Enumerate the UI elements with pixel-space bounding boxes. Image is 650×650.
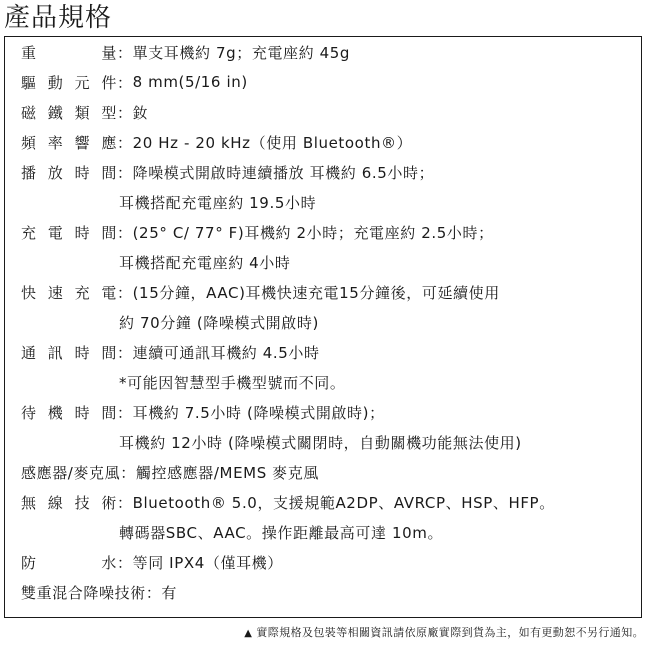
spec-colon: ： — [117, 163, 133, 182]
spec-row-continuation — [21, 427, 641, 457]
spec-label: 重 量 — [21, 43, 117, 62]
spec-colon: ： — [145, 583, 162, 602]
spec-label: 無線技術 — [21, 493, 117, 512]
spec-label: 防 水 — [21, 553, 117, 572]
spec-value: 降噪模式開啟時連續播放 耳機約 6.5小時； — [132, 163, 435, 182]
spec-label: 頻率響應 — [21, 133, 117, 152]
spec-label: 快速充電 — [21, 283, 117, 302]
spec-row — [21, 217, 641, 247]
spec-row — [21, 277, 641, 307]
spec-label: 雙重混合降噪技術 — [21, 583, 146, 602]
spec-value: 釹 — [132, 103, 149, 122]
spec-value: 耳機搭配充電座約 19.5小時 — [119, 193, 317, 212]
spec-row-continuation — [21, 247, 641, 277]
triangle-icon: ▲ — [244, 628, 253, 639]
spec-value: 連續可通訊耳機約 4.5小時 — [132, 343, 320, 362]
spec-row-continuation — [21, 187, 641, 217]
spec-list — [21, 37, 641, 607]
spec-row — [21, 337, 641, 367]
footer-note — [244, 624, 644, 643]
spec-row — [21, 397, 641, 427]
spec-value: 觸控感應器/MEMS 麥克風 — [135, 463, 319, 482]
spec-row-continuation — [21, 517, 641, 547]
spec-value: 單支耳機約 7g；充電座約 45g — [132, 43, 351, 62]
spec-colon: ： — [117, 73, 133, 92]
spec-colon: ： — [120, 463, 136, 482]
spec-colon: ： — [117, 493, 133, 512]
spec-value: 耳機約 7.5小時 (降噪模式開啟時)； — [132, 403, 385, 422]
spec-colon: ： — [117, 283, 133, 302]
spec-row — [21, 97, 641, 127]
spec-row — [21, 37, 641, 67]
spec-row-continuation — [21, 367, 641, 397]
spec-row — [21, 67, 641, 97]
spec-row — [21, 487, 641, 517]
spec-colon: ： — [117, 403, 133, 422]
spec-colon: ： — [117, 343, 133, 362]
spec-label: 驅動元件 — [21, 73, 117, 92]
spec-value: 約 70分鐘 (降噪模式開啟時) — [119, 313, 319, 332]
spec-value: 轉碼器SBC、AAC。操作距離最高可達 10m。 — [119, 523, 444, 542]
spec-label: 磁鐵類型 — [21, 103, 117, 122]
spec-value: 耳機約 12小時 (降噪模式關閉時，自動關機功能無法使用) — [119, 433, 522, 452]
spec-label: 待機時間 — [21, 403, 117, 422]
spec-row-continuation — [21, 307, 641, 337]
spec-table — [4, 36, 642, 618]
spec-label: 充電時間 — [21, 223, 117, 242]
footer-note-text: 實際規格及包裝等相關資訊請依原廠實際到貨為主，如有更動恕不另行通知。 — [256, 626, 644, 639]
spec-label: 通訊時間 — [21, 343, 117, 362]
spec-colon: ： — [117, 103, 133, 122]
spec-value: 等同 IPX4（僅耳機） — [132, 553, 283, 572]
spec-label: 播放時間 — [21, 163, 117, 182]
spec-value: 耳機搭配充電座約 4小時 — [119, 253, 291, 272]
spec-value: 8 mm(5/16 in) — [132, 73, 248, 91]
spec-value: 20 Hz - 20 kHz（使用 Bluetooth®） — [132, 133, 413, 152]
spec-row — [21, 577, 641, 607]
spec-value: Bluetooth® 5.0，支援規範A2DP、AVRCP、HSP、HFP。 — [132, 493, 555, 512]
spec-row — [21, 547, 641, 577]
spec-colon: ： — [117, 223, 133, 242]
spec-row — [21, 457, 641, 487]
spec-row — [21, 157, 641, 187]
spec-value: *可能因智慧型手機型號而不同。 — [119, 373, 346, 392]
spec-value: (15分鐘，AAC)耳機快速充電15分鐘後，可延續使用 — [132, 283, 500, 302]
spec-label: 感應器/麥克風 — [21, 463, 121, 482]
spec-value: (25° C/ 77° F)耳機約 2小時；充電座約 2.5小時； — [132, 223, 494, 242]
spec-colon: ： — [117, 553, 133, 572]
spec-value: 有 — [161, 583, 178, 602]
spec-colon: ： — [117, 43, 133, 62]
page-title: 產品規格 — [4, 3, 113, 33]
spec-colon: ： — [117, 133, 133, 152]
spec-row — [21, 127, 641, 157]
